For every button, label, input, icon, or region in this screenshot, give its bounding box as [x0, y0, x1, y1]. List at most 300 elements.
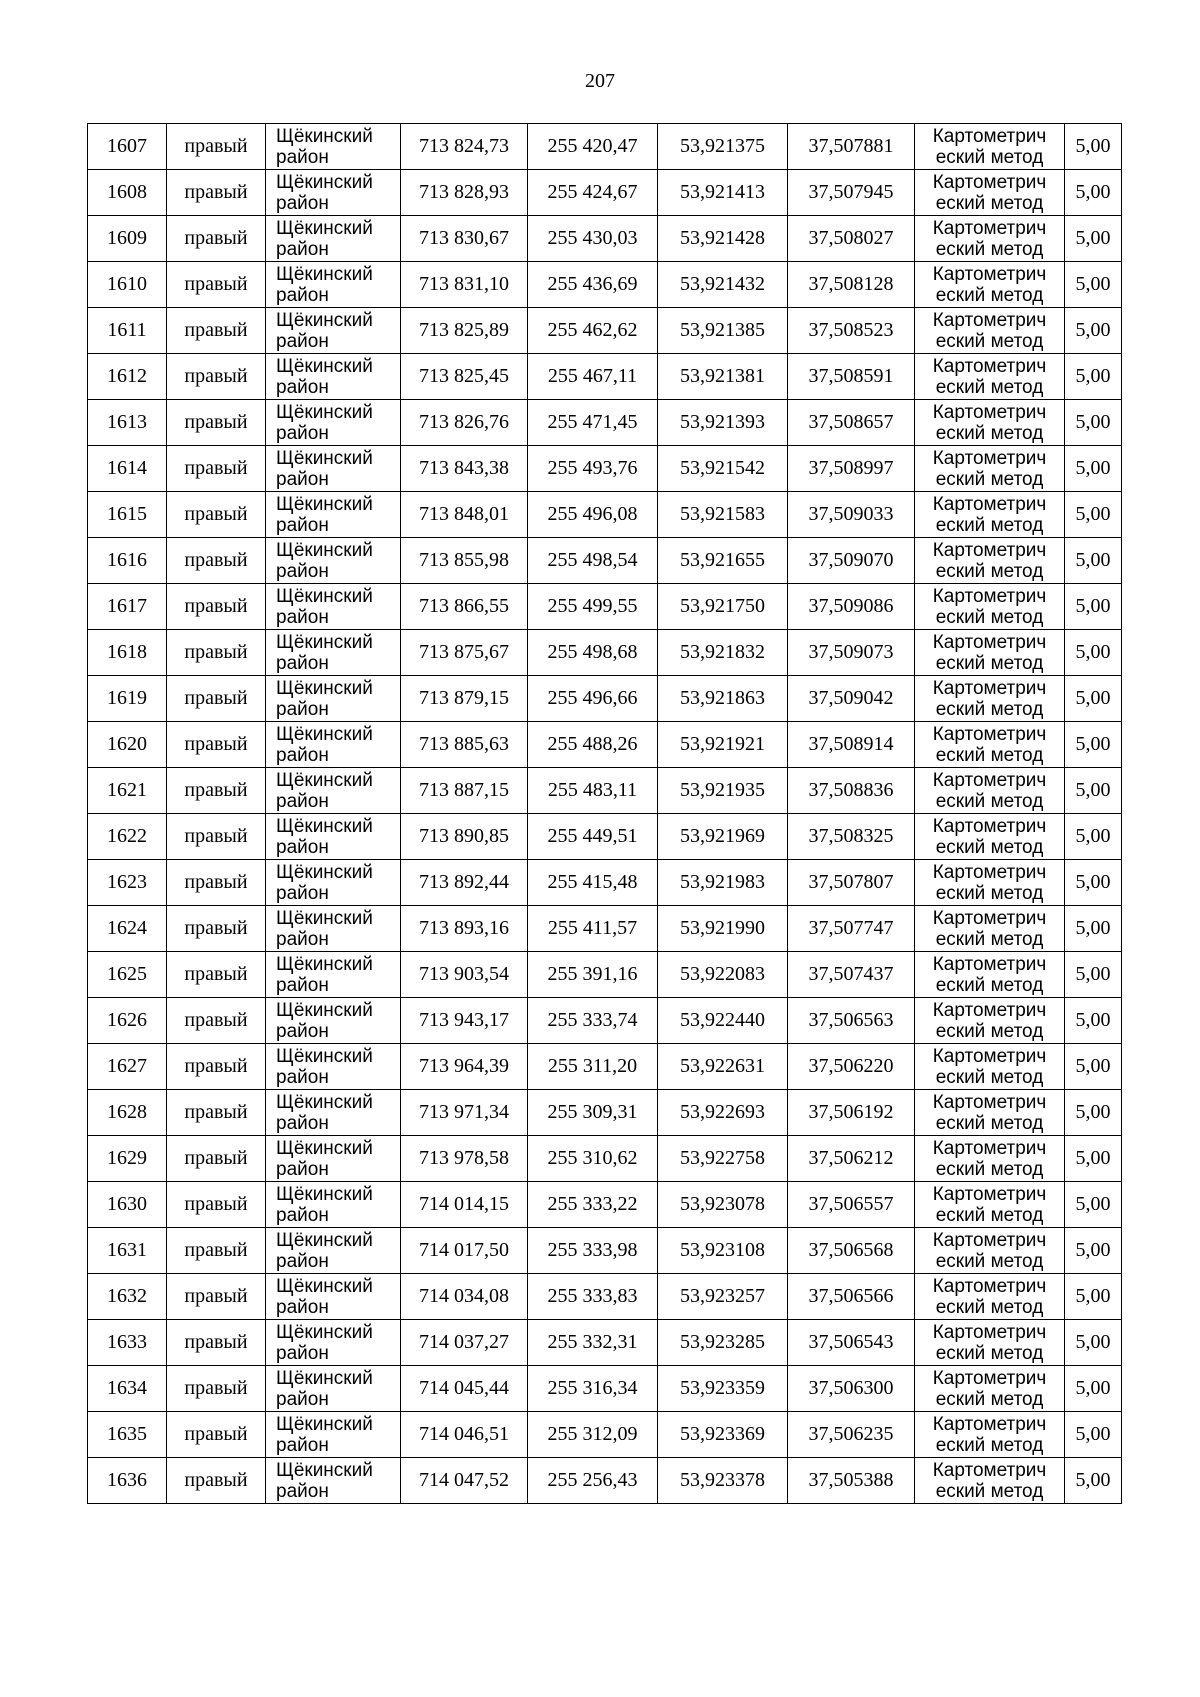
district-cell: [266, 262, 401, 308]
bank-side-cell: правый: [167, 676, 266, 722]
longitude-cell: 37,506212: [788, 1136, 915, 1182]
x-coordinate-cell: 713 943,17: [401, 998, 528, 1044]
longitude-cell: 37,508591: [788, 354, 915, 400]
bank-side-cell: правый: [167, 124, 266, 170]
table-row: [88, 998, 1122, 1044]
method-cell-line: еский метод: [935, 1020, 1044, 1042]
table-row: [88, 216, 1122, 262]
accuracy-cell: 5,00: [1065, 216, 1122, 262]
method-cell-line: еский метод: [935, 606, 1044, 628]
table-row: [88, 1274, 1122, 1320]
method-cell-line: Картометрич: [932, 125, 1047, 147]
latitude-cell: 53,922758: [658, 1136, 788, 1182]
table-row: [88, 676, 1122, 722]
method-cell-line: Картометрич: [932, 1183, 1047, 1205]
method-cell: [915, 262, 1065, 308]
district-cell-line: Щёкинский: [276, 217, 373, 239]
point-number-cell: 1616: [88, 538, 167, 584]
district-cell: [266, 170, 401, 216]
district-cell-line: Щёкинский: [276, 815, 373, 837]
table-row: [88, 1412, 1122, 1458]
method-cell-line: Картометрич: [932, 401, 1047, 423]
district-cell: [266, 722, 401, 768]
y-coordinate-cell: 255 471,45: [528, 400, 658, 446]
point-number-cell: 1617: [88, 584, 167, 630]
x-coordinate-cell: 713 964,39: [401, 1044, 528, 1090]
method-cell: [915, 1412, 1065, 1458]
district-cell: [266, 1228, 401, 1274]
bank-side-cell: правый: [167, 722, 266, 768]
district-cell-line: район: [276, 330, 329, 352]
district-cell-line: район: [276, 1066, 329, 1088]
district-cell-line: район: [276, 1204, 329, 1226]
x-coordinate-cell: 713 824,73: [401, 124, 528, 170]
district-cell-line: Щёкинский: [276, 1183, 373, 1205]
accuracy-cell: 5,00: [1065, 400, 1122, 446]
district-cell: [266, 400, 401, 446]
y-coordinate-cell: 255 333,22: [528, 1182, 658, 1228]
table-row: [88, 1366, 1122, 1412]
method-cell-line: еский метод: [935, 514, 1044, 536]
district-cell-line: район: [276, 376, 329, 398]
longitude-cell: 37,509070: [788, 538, 915, 584]
district-cell: [266, 860, 401, 906]
district-cell-line: район: [276, 1388, 329, 1410]
method-cell-line: Картометрич: [932, 677, 1047, 699]
longitude-cell: 37,506566: [788, 1274, 915, 1320]
method-cell: [915, 676, 1065, 722]
method-cell: [915, 722, 1065, 768]
district-cell: [266, 1366, 401, 1412]
table-row: [88, 400, 1122, 446]
district-cell-line: район: [276, 1480, 329, 1502]
table-row: [88, 492, 1122, 538]
method-cell-line: еский метод: [935, 652, 1044, 674]
longitude-cell: 37,508836: [788, 768, 915, 814]
district-cell-line: Щёкинский: [276, 1045, 373, 1067]
y-coordinate-cell: 255 415,48: [528, 860, 658, 906]
y-coordinate-cell: 255 430,03: [528, 216, 658, 262]
district-cell-line: Щёкинский: [276, 1229, 373, 1251]
accuracy-cell: 5,00: [1065, 814, 1122, 860]
district-cell: [266, 492, 401, 538]
table-row: [88, 1090, 1122, 1136]
method-cell: [915, 1182, 1065, 1228]
method-cell-line: Картометрич: [932, 999, 1047, 1021]
method-cell-line: еский метод: [935, 1204, 1044, 1226]
district-cell-line: район: [276, 882, 329, 904]
latitude-cell: 53,921413: [658, 170, 788, 216]
method-cell: [915, 308, 1065, 354]
y-coordinate-cell: 255 499,55: [528, 584, 658, 630]
longitude-cell: 37,508914: [788, 722, 915, 768]
longitude-cell: 37,508997: [788, 446, 915, 492]
longitude-cell: 37,507437: [788, 952, 915, 998]
method-cell: [915, 1274, 1065, 1320]
latitude-cell: 53,923369: [658, 1412, 788, 1458]
bank-side-cell: правый: [167, 216, 266, 262]
accuracy-cell: 5,00: [1065, 630, 1122, 676]
method-cell-line: еский метод: [935, 882, 1044, 904]
x-coordinate-cell: 713 893,16: [401, 906, 528, 952]
district-cell: [266, 1412, 401, 1458]
district-cell: [266, 1458, 401, 1504]
method-cell-line: Картометрич: [932, 493, 1047, 515]
x-coordinate-cell: 713 875,67: [401, 630, 528, 676]
point-number-cell: 1612: [88, 354, 167, 400]
point-number-cell: 1624: [88, 906, 167, 952]
longitude-cell: 37,506300: [788, 1366, 915, 1412]
district-cell-line: Щёкинский: [276, 861, 373, 883]
method-cell-line: Картометрич: [932, 907, 1047, 929]
table-row: [88, 630, 1122, 676]
latitude-cell: 53,923378: [658, 1458, 788, 1504]
x-coordinate-cell: 713 826,76: [401, 400, 528, 446]
district-cell-line: Щёкинский: [276, 1459, 373, 1481]
method-cell-line: Картометрич: [932, 355, 1047, 377]
longitude-cell: 37,509073: [788, 630, 915, 676]
x-coordinate-cell: 713 825,89: [401, 308, 528, 354]
point-number-cell: 1631: [88, 1228, 167, 1274]
longitude-cell: 37,506557: [788, 1182, 915, 1228]
longitude-cell: 37,509086: [788, 584, 915, 630]
district-cell: [266, 584, 401, 630]
accuracy-cell: 5,00: [1065, 1320, 1122, 1366]
x-coordinate-cell: 714 047,52: [401, 1458, 528, 1504]
district-cell-line: район: [276, 468, 329, 490]
y-coordinate-cell: 255 496,08: [528, 492, 658, 538]
latitude-cell: 53,923285: [658, 1320, 788, 1366]
accuracy-cell: 5,00: [1065, 170, 1122, 216]
y-coordinate-cell: 255 333,74: [528, 998, 658, 1044]
method-cell-line: еский метод: [935, 790, 1044, 812]
district-cell-line: Щёкинский: [276, 723, 373, 745]
district-cell-line: Щёкинский: [276, 401, 373, 423]
bank-side-cell: правый: [167, 400, 266, 446]
bank-side-cell: правый: [167, 1136, 266, 1182]
district-cell-line: Щёкинский: [276, 677, 373, 699]
point-number-cell: 1635: [88, 1412, 167, 1458]
bank-side-cell: правый: [167, 1320, 266, 1366]
district-cell-line: Щёкинский: [276, 1275, 373, 1297]
accuracy-cell: 5,00: [1065, 354, 1122, 400]
district-cell-line: Щёкинский: [276, 355, 373, 377]
longitude-cell: 37,506235: [788, 1412, 915, 1458]
y-coordinate-cell: 255 420,47: [528, 124, 658, 170]
method-cell: [915, 1458, 1065, 1504]
y-coordinate-cell: 255 496,66: [528, 676, 658, 722]
method-cell-line: еский метод: [935, 376, 1044, 398]
district-cell-line: Щёкинский: [276, 1091, 373, 1113]
method-cell-line: Картометрич: [932, 723, 1047, 745]
accuracy-cell: 5,00: [1065, 584, 1122, 630]
method-cell-line: еский метод: [935, 192, 1044, 214]
point-number-cell: 1611: [88, 308, 167, 354]
district-cell-line: район: [276, 146, 329, 168]
coordinates-table: [87, 123, 1122, 1504]
method-cell-line: Картометрич: [932, 861, 1047, 883]
point-number-cell: 1626: [88, 998, 167, 1044]
longitude-cell: 37,506563: [788, 998, 915, 1044]
y-coordinate-cell: 255 312,09: [528, 1412, 658, 1458]
district-cell: [266, 906, 401, 952]
point-number-cell: 1629: [88, 1136, 167, 1182]
method-cell-line: еский метод: [935, 744, 1044, 766]
district-cell-line: район: [276, 606, 329, 628]
latitude-cell: 53,921393: [658, 400, 788, 446]
method-cell-line: Картометрич: [932, 1413, 1047, 1435]
table-row: [88, 722, 1122, 768]
method-cell: [915, 1044, 1065, 1090]
y-coordinate-cell: 255 311,20: [528, 1044, 658, 1090]
accuracy-cell: 5,00: [1065, 906, 1122, 952]
method-cell: [915, 216, 1065, 262]
accuracy-cell: 5,00: [1065, 1182, 1122, 1228]
accuracy-cell: 5,00: [1065, 262, 1122, 308]
method-cell: [915, 998, 1065, 1044]
latitude-cell: 53,922440: [658, 998, 788, 1044]
method-cell-line: еский метод: [935, 146, 1044, 168]
accuracy-cell: 5,00: [1065, 1366, 1122, 1412]
method-cell-line: еский метод: [935, 284, 1044, 306]
district-cell-line: район: [276, 1296, 329, 1318]
latitude-cell: 53,921921: [658, 722, 788, 768]
district-cell-line: Щёкинский: [276, 309, 373, 331]
method-cell-line: еский метод: [935, 330, 1044, 352]
y-coordinate-cell: 255 316,34: [528, 1366, 658, 1412]
x-coordinate-cell: 713 866,55: [401, 584, 528, 630]
accuracy-cell: 5,00: [1065, 124, 1122, 170]
method-cell-line: Картометрич: [932, 217, 1047, 239]
district-cell-line: Щёкинский: [276, 1367, 373, 1389]
latitude-cell: 53,921381: [658, 354, 788, 400]
district-cell: [266, 1274, 401, 1320]
table-row: [88, 1044, 1122, 1090]
longitude-cell: 37,506220: [788, 1044, 915, 1090]
x-coordinate-cell: 714 014,15: [401, 1182, 528, 1228]
district-cell-line: район: [276, 560, 329, 582]
district-cell-line: Щёкинский: [276, 585, 373, 607]
method-cell: [915, 584, 1065, 630]
method-cell-line: еский метод: [935, 1388, 1044, 1410]
method-cell-line: еский метод: [935, 1250, 1044, 1272]
x-coordinate-cell: 713 843,38: [401, 446, 528, 492]
method-cell: [915, 630, 1065, 676]
x-coordinate-cell: 714 017,50: [401, 1228, 528, 1274]
point-number-cell: 1621: [88, 768, 167, 814]
table-row: [88, 906, 1122, 952]
method-cell-line: Картометрич: [932, 1367, 1047, 1389]
longitude-cell: 37,506568: [788, 1228, 915, 1274]
accuracy-cell: 5,00: [1065, 308, 1122, 354]
y-coordinate-cell: 255 498,54: [528, 538, 658, 584]
accuracy-cell: 5,00: [1065, 768, 1122, 814]
bank-side-cell: правый: [167, 1458, 266, 1504]
bank-side-cell: правый: [167, 354, 266, 400]
bank-side-cell: правый: [167, 308, 266, 354]
latitude-cell: 53,922083: [658, 952, 788, 998]
method-cell-line: Картометрич: [932, 263, 1047, 285]
method-cell: [915, 400, 1065, 446]
method-cell: [915, 1090, 1065, 1136]
latitude-cell: 53,921983: [658, 860, 788, 906]
y-coordinate-cell: 255 483,11: [528, 768, 658, 814]
y-coordinate-cell: 255 467,11: [528, 354, 658, 400]
method-cell-line: еский метод: [935, 422, 1044, 444]
longitude-cell: 37,507945: [788, 170, 915, 216]
x-coordinate-cell: 713 978,58: [401, 1136, 528, 1182]
x-coordinate-cell: 713 831,10: [401, 262, 528, 308]
x-coordinate-cell: 713 890,85: [401, 814, 528, 860]
latitude-cell: 53,921583: [658, 492, 788, 538]
bank-side-cell: правый: [167, 170, 266, 216]
district-cell: [266, 354, 401, 400]
district-cell-line: район: [276, 1020, 329, 1042]
longitude-cell: 37,508027: [788, 216, 915, 262]
y-coordinate-cell: 255 310,62: [528, 1136, 658, 1182]
district-cell-line: район: [276, 790, 329, 812]
method-cell: [915, 860, 1065, 906]
district-cell-line: Щёкинский: [276, 631, 373, 653]
method-cell-line: Картометрич: [932, 1229, 1047, 1251]
table-row: [88, 446, 1122, 492]
accuracy-cell: 5,00: [1065, 1044, 1122, 1090]
table-row: [88, 308, 1122, 354]
method-cell: [915, 446, 1065, 492]
latitude-cell: 53,921863: [658, 676, 788, 722]
method-cell-line: Картометрич: [932, 953, 1047, 975]
bank-side-cell: правый: [167, 768, 266, 814]
method-cell: [915, 768, 1065, 814]
accuracy-cell: 5,00: [1065, 1412, 1122, 1458]
point-number-cell: 1607: [88, 124, 167, 170]
x-coordinate-cell: 713 848,01: [401, 492, 528, 538]
latitude-cell: 53,921432: [658, 262, 788, 308]
longitude-cell: 37,508657: [788, 400, 915, 446]
page-number: 207: [585, 70, 615, 92]
district-cell: [266, 952, 401, 998]
district-cell-line: Щёкинский: [276, 907, 373, 929]
method-cell-line: еский метод: [935, 974, 1044, 996]
method-cell-line: Картометрич: [932, 447, 1047, 469]
x-coordinate-cell: 713 828,93: [401, 170, 528, 216]
district-cell-line: Щёкинский: [276, 125, 373, 147]
x-coordinate-cell: 713 830,67: [401, 216, 528, 262]
method-cell-line: еский метод: [935, 698, 1044, 720]
y-coordinate-cell: 255 424,67: [528, 170, 658, 216]
district-cell-line: район: [276, 1158, 329, 1180]
bank-side-cell: правый: [167, 1090, 266, 1136]
x-coordinate-cell: 713 903,54: [401, 952, 528, 998]
longitude-cell: 37,507747: [788, 906, 915, 952]
method-cell: [915, 124, 1065, 170]
district-cell: [266, 124, 401, 170]
method-cell-line: еский метод: [935, 1112, 1044, 1134]
table-row: [88, 952, 1122, 998]
latitude-cell: 53,923078: [658, 1182, 788, 1228]
district-cell-line: район: [276, 698, 329, 720]
table-row: [88, 1228, 1122, 1274]
method-cell: [915, 1366, 1065, 1412]
district-cell-line: Щёкинский: [276, 953, 373, 975]
latitude-cell: 53,921428: [658, 216, 788, 262]
method-cell-line: Картометрич: [932, 1137, 1047, 1159]
bank-side-cell: правый: [167, 1366, 266, 1412]
method-cell-line: еский метод: [935, 1342, 1044, 1364]
accuracy-cell: 5,00: [1065, 1136, 1122, 1182]
longitude-cell: 37,506543: [788, 1320, 915, 1366]
district-cell-line: район: [276, 192, 329, 214]
bank-side-cell: правый: [167, 492, 266, 538]
y-coordinate-cell: 255 493,76: [528, 446, 658, 492]
district-cell: [266, 1136, 401, 1182]
bank-side-cell: правый: [167, 446, 266, 492]
bank-side-cell: правый: [167, 860, 266, 906]
table-row: [88, 584, 1122, 630]
table-row: [88, 1320, 1122, 1366]
point-number-cell: 1619: [88, 676, 167, 722]
district-cell-line: Щёкинский: [276, 539, 373, 561]
longitude-cell: 37,508523: [788, 308, 915, 354]
method-cell: [915, 906, 1065, 952]
district-cell-line: район: [276, 422, 329, 444]
district-cell: [266, 1090, 401, 1136]
latitude-cell: 53,921655: [658, 538, 788, 584]
longitude-cell: 37,508128: [788, 262, 915, 308]
district-cell-line: Щёкинский: [276, 769, 373, 791]
district-cell: [266, 814, 401, 860]
method-cell-line: еский метод: [935, 1434, 1044, 1456]
point-number-cell: 1634: [88, 1366, 167, 1412]
district-cell-line: район: [276, 652, 329, 674]
accuracy-cell: 5,00: [1065, 446, 1122, 492]
method-cell-line: Картометрич: [932, 1459, 1047, 1481]
method-cell: [915, 1320, 1065, 1366]
point-number-cell: 1627: [88, 1044, 167, 1090]
x-coordinate-cell: 713 825,45: [401, 354, 528, 400]
method-cell-line: Картометрич: [932, 171, 1047, 193]
district-cell: [266, 768, 401, 814]
district-cell-line: район: [276, 836, 329, 858]
table-row: [88, 860, 1122, 906]
x-coordinate-cell: 713 855,98: [401, 538, 528, 584]
longitude-cell: 37,509042: [788, 676, 915, 722]
bank-side-cell: правый: [167, 1044, 266, 1090]
bank-side-cell: правый: [167, 538, 266, 584]
point-number-cell: 1613: [88, 400, 167, 446]
longitude-cell: 37,506192: [788, 1090, 915, 1136]
point-number-cell: 1620: [88, 722, 167, 768]
district-cell-line: район: [276, 744, 329, 766]
district-cell-line: район: [276, 1250, 329, 1272]
accuracy-cell: 5,00: [1065, 860, 1122, 906]
bank-side-cell: правый: [167, 584, 266, 630]
method-cell-line: Картометрич: [932, 585, 1047, 607]
accuracy-cell: 5,00: [1065, 998, 1122, 1044]
latitude-cell: 53,923108: [658, 1228, 788, 1274]
latitude-cell: 53,921542: [658, 446, 788, 492]
table-row: [88, 538, 1122, 584]
method-cell: [915, 354, 1065, 400]
method-cell-line: Картометрич: [932, 815, 1047, 837]
point-number-cell: 1625: [88, 952, 167, 998]
district-cell-line: район: [276, 1112, 329, 1134]
accuracy-cell: 5,00: [1065, 952, 1122, 998]
district-cell-line: район: [276, 928, 329, 950]
point-number-cell: 1609: [88, 216, 167, 262]
accuracy-cell: 5,00: [1065, 492, 1122, 538]
x-coordinate-cell: 714 046,51: [401, 1412, 528, 1458]
